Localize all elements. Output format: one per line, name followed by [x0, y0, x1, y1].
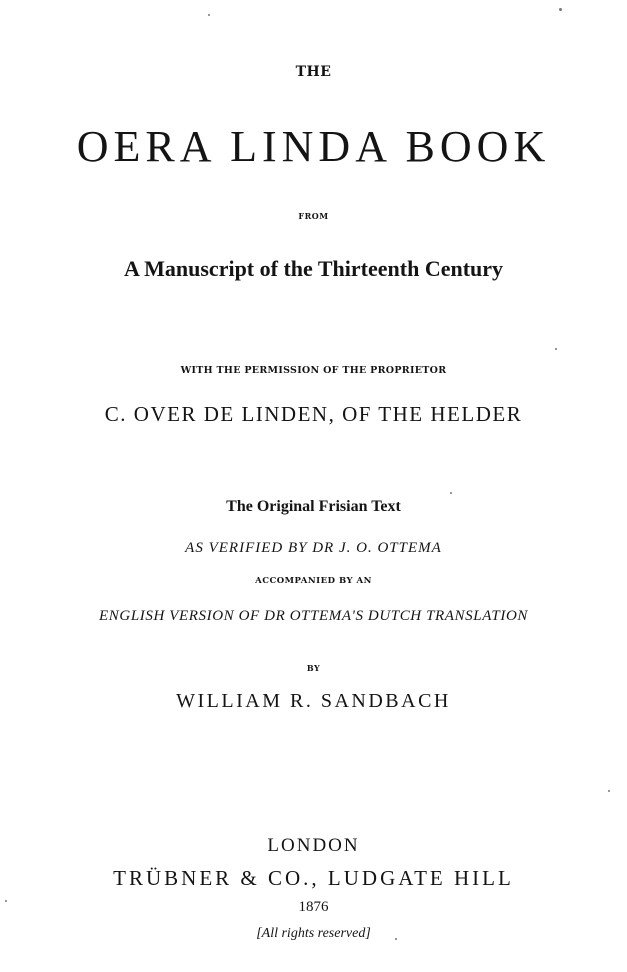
from-label: FROM — [298, 211, 329, 221]
permission-line: WITH THE PERMISSION OF THE PROPRIETOR — [180, 365, 447, 376]
main-title: OERA LINDA BOOK — [76, 122, 551, 171]
scan-speck — [555, 348, 557, 350]
publisher-name: TRÜBNER & CO., LUDGATE HILL — [113, 866, 514, 890]
title-article: THE — [295, 64, 332, 80]
scan-speck — [395, 938, 397, 940]
proprietor-line: C. OVER DE LINDEN, OF THE HELDER — [104, 402, 523, 426]
verified-line: AS VERIFIED BY DR J. O. OTTEMA — [185, 540, 442, 556]
publication-year: 1876 — [298, 899, 329, 915]
scan-speck — [208, 14, 210, 16]
publisher-city: LONDON — [267, 835, 360, 856]
english-version-line: ENGLISH VERSION OF DR OTTEMA'S DUTCH TRANSLATION — [99, 608, 528, 624]
by-label: BY — [306, 663, 321, 673]
scan-speck — [559, 8, 562, 11]
scan-speck — [608, 790, 610, 792]
translator-name: WILLIAM R. SANDBACH — [176, 690, 451, 712]
accompanied-line: ACCOMPANIED BY AN — [255, 576, 372, 586]
subtitle: A Manuscript of the Thirteenth Century — [123, 256, 504, 281]
rights-notice: [All rights reserved] — [256, 926, 371, 941]
original-text-heading: The Original Frisian Text — [226, 498, 401, 515]
scan-speck — [450, 492, 452, 494]
scan-speck — [5, 900, 7, 902]
